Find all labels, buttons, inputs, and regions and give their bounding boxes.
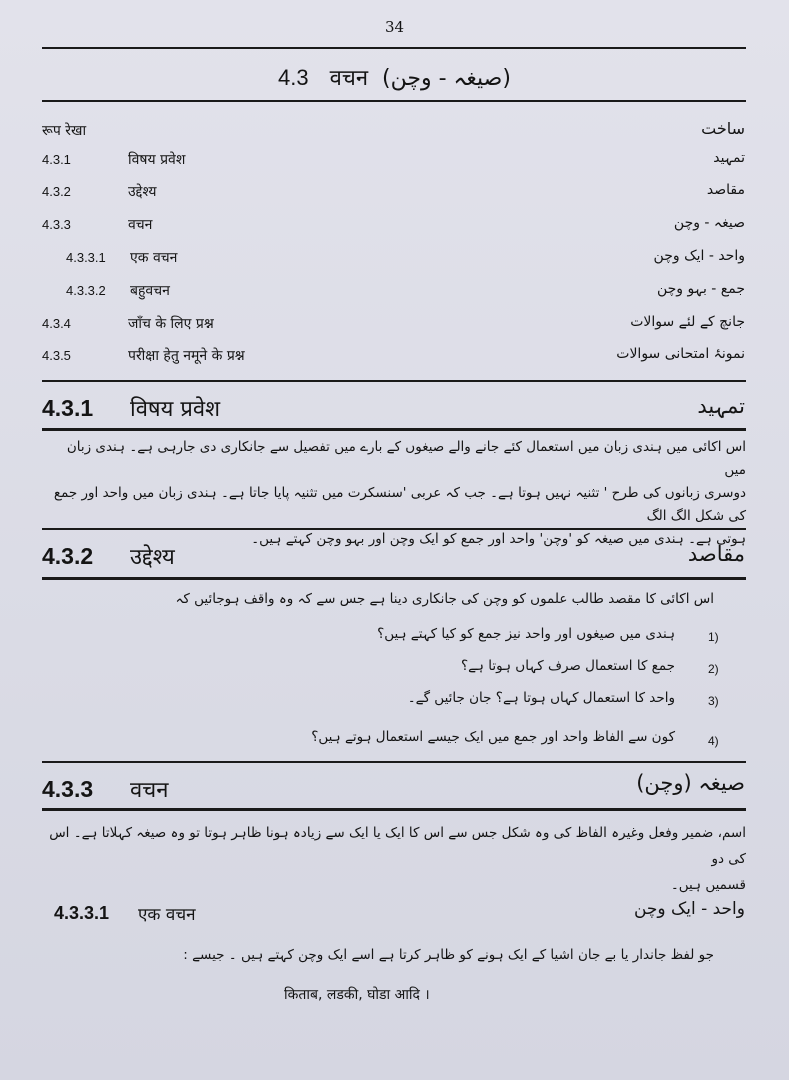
outline-item-hindi: बहुवचन — [130, 283, 170, 299]
section-rule-bottom — [42, 428, 746, 431]
section-title-urdu: مقاصد — [687, 542, 745, 566]
subsection-title-urdu: واحد - ایک وچن — [633, 899, 745, 919]
objective-text: کون سے الفاظ واحد اور جمع میں ایک جیسے استعمال ہوتے ہیں؟ — [311, 729, 675, 745]
outline-item-hindi: उद्देश्य — [128, 184, 157, 200]
paragraph: جو لفظ جاندار یا بے جان اشیا کے ایک ہونے کو ظاہر کرتا ہے اسے ایک وچن کہتے ہیں ۔ جیسے : — [183, 947, 714, 963]
paragraph — [42, 820, 746, 898]
title-urdu: (صیغہ - وچن) — [382, 66, 511, 91]
objective-text: ہندی میں صیغوں اور واحد نیز جمع کو کیا کہتے ہیں؟ — [377, 626, 675, 642]
section-number: 4.3.3 — [42, 776, 94, 802]
outline-heading-urdu: ساخت — [701, 119, 745, 138]
objective-number: 3) — [708, 694, 719, 708]
outline-item-urdu: تمہید — [713, 150, 745, 166]
outline-item-num: 4.3.3.2 — [66, 283, 106, 298]
paragraph-line: ہوتی ہے۔ ہندی میں صیغہ کو 'وچن' واحد اور جمع کو ایک وچن اور بہو وچن کہتے ہیں۔ — [251, 531, 746, 547]
section-rule-top — [42, 761, 746, 763]
objective-number: 1) — [708, 630, 719, 644]
objective-number: 4) — [708, 734, 719, 748]
outline-item-num: 4.3.2 — [42, 184, 71, 199]
example-list: किताब, लडकी, घोडा आदि । — [284, 987, 430, 1003]
objective-number: 2) — [708, 662, 719, 676]
outline-item-hindi: एक वचन — [130, 250, 178, 266]
outline-item-urdu: جمع - بہو وچن — [656, 281, 745, 297]
title-hindi: वचन — [329, 66, 369, 91]
section-title-hindi: वचन — [130, 778, 169, 803]
outline-item-urdu: نمونۂ امتحانی سوالات — [616, 346, 745, 362]
outline-item-num: 4.3.4 — [42, 316, 71, 331]
outline-item-hindi: जाँच के लिए प्रश्न — [128, 316, 214, 332]
outline-item-num: 4.3.5 — [42, 348, 71, 363]
outline-item-hindi: परीक्षा हेतु नमूने के प्रश्न — [128, 348, 245, 364]
section-number: 4.3.2 — [42, 543, 94, 569]
paragraph-line: اسم، ضمیر وفعل وغیرہ الفاظ کی وہ شکل جس سے اس کا ایک یا ایک سے زیادہ ہونا ظاہر ہوتا تو وہ صیغہ کہلاتا ہے۔ اس کی دو — [49, 825, 746, 867]
outline-item-num: 4.3.3 — [42, 217, 71, 232]
subsection-number: 4.3.3.1 — [54, 903, 110, 923]
outline-item-urdu: جانچ کے لئے سوالات — [630, 314, 745, 330]
page-number: 34 — [384, 18, 405, 36]
title-number: 4.3 — [278, 65, 309, 90]
outline-item-urdu: مقاصد — [706, 182, 745, 198]
paragraph-line: اس اکائی میں ہندی زبان میں استعمال کئے جانے والے صیغوں کے بارے میں تفصیل سے جانکاری دی جارہی ہے۔ ہندی زبان میں — [66, 439, 746, 478]
outline-heading-hindi: रूप रेखा — [42, 123, 87, 139]
paragraph-line: قسمیں ہیں۔ — [670, 877, 746, 893]
section-number: 4.3.1 — [42, 395, 94, 421]
section-rule-top — [42, 380, 746, 382]
page-title — [0, 62, 789, 92]
outline-item-num: 4.3.1 — [42, 152, 71, 167]
outline-item-hindi: वचन — [128, 217, 153, 233]
section-title-urdu: تمہید — [697, 394, 745, 418]
title-top-rule — [42, 47, 746, 49]
section-rule-top — [42, 528, 746, 530]
section-title-urdu: صیغہ (وچن) — [636, 771, 745, 795]
title-bottom-rule — [42, 100, 746, 102]
outline-item-num: 4.3.3.1 — [66, 250, 106, 265]
objectives-intro: اس اکائی کا مقصد طالب علموں کو وچن کی جانکاری دینا ہے جس سے کہ وہ واقف ہوجائیں کہ — [175, 591, 714, 607]
objective-text: واحد کا استعمال کہاں ہوتا ہے؟ جان جائیں گے۔ — [407, 690, 675, 706]
section-title-hindi: उद्देश्य — [130, 545, 175, 570]
outline-item-hindi: विषय प्रवेश — [128, 152, 186, 168]
section-rule-bottom — [42, 577, 746, 580]
objective-text: جمع کا استعمال صرف کہاں ہوتا ہے؟ — [460, 658, 675, 674]
paragraph-line: دوسری زبانوں کی طرح ' تثنیہ نہیں ہوتا ہے۔ جب کہ عربی 'سنسکرت میں تثنیہ پایا جاتا ہے۔ ہندی زبان میں واحد اور جمع کی شکل الگ الگ — [53, 485, 746, 524]
section-rule-bottom — [42, 808, 746, 811]
paragraph — [42, 436, 746, 551]
outline-item-urdu: واحد - ایک وچن — [653, 248, 745, 264]
outline-item-urdu: صیغہ - وچن — [673, 215, 745, 231]
subsection-title-hindi: एक वचन — [138, 905, 196, 925]
section-title-hindi: विषय प्रवेश — [130, 397, 221, 422]
